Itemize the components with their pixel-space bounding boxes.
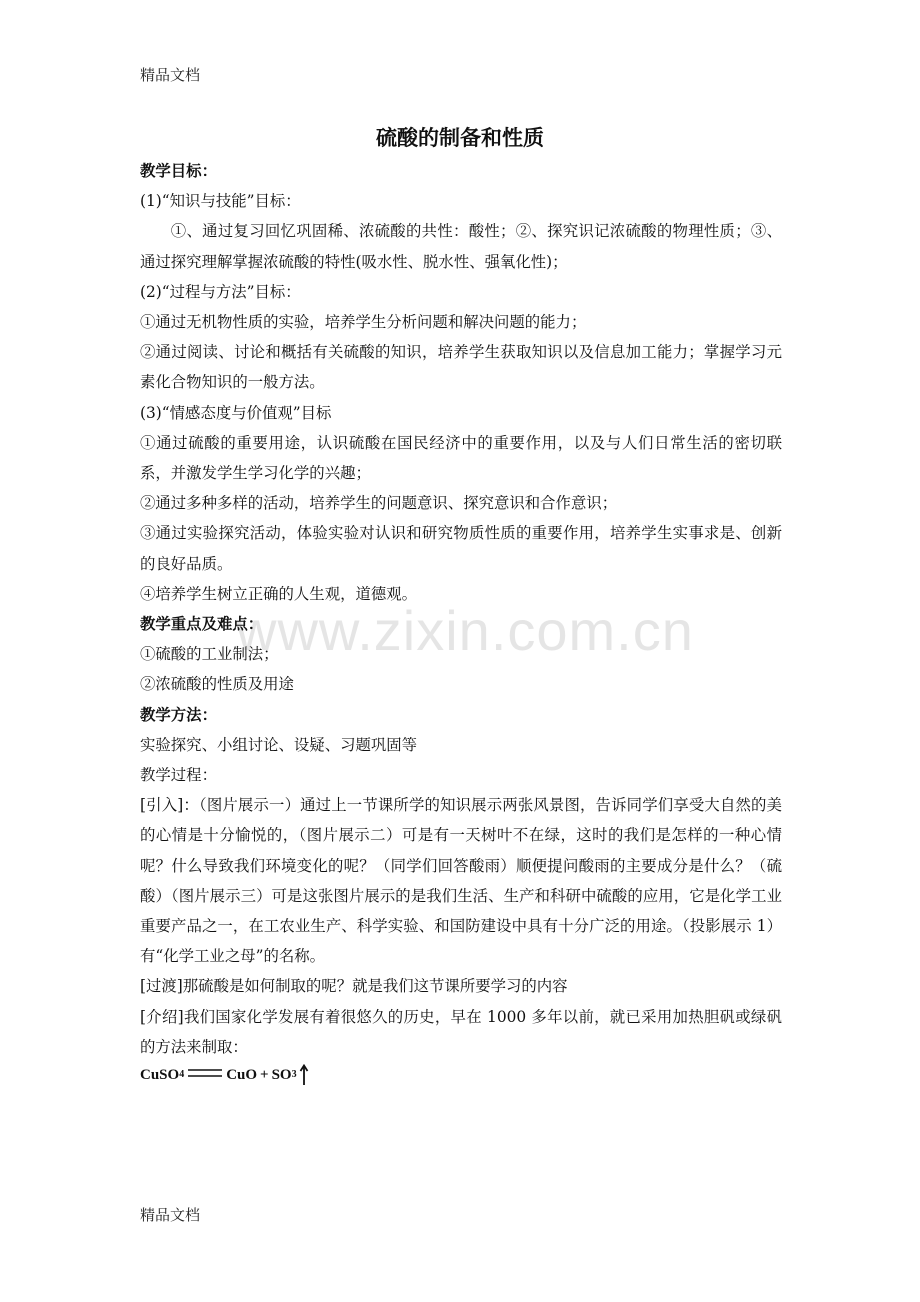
methods-text: 实验探究、小组讨论、设疑、习题巩固等 <box>140 735 418 754</box>
equation-product-2-subscript: 3 <box>291 1069 297 1081</box>
equation-product-1: CuO <box>226 1067 258 1084</box>
objective-1-body: ①、通过复习回忆巩固稀、浓硫酸的共性：酸性；②、探究识记浓硫酸的物理性质；③、通过探究理解掌握浓硫酸的特性(吸水性、脱水性、强氧化性)； <box>140 222 782 271</box>
equation-plus: + <box>260 1067 269 1084</box>
equation-reactant-subscript: 4 <box>179 1069 185 1081</box>
gas-up-arrow-icon <box>299 1064 309 1086</box>
document-title: 硫酸的制备和性质 <box>376 126 544 150</box>
objective-1-title: (1)“知识与技能”目标： <box>140 192 301 211</box>
objective-2-item: ②通过阅读、讨论和概括有关硫酸的知识，培养学生获取知识以及信息加工能力；掌握学习元素化合物知识的一般方法。 <box>140 343 782 392</box>
objective-3-item: ②通过多种多样的活动，培养学生的问题意识、探究意识和合作意识； <box>140 494 618 513</box>
objective-3-item: ③通过实验探究活动，体验实验对认识和研究物质性质的重要作用，培养学生实事求是、创新的良好品质。 <box>140 524 782 573</box>
chemical-equation <box>140 1062 782 1088</box>
document-body <box>140 156 782 1088</box>
process-introduction: [介绍]我们国家化学发展有着很悠久的历史，早在 1000 多年以前，就已采用加热胆矾或绿矾的方法来制取： <box>140 1007 782 1056</box>
equation-reactant: CuSO <box>140 1067 180 1084</box>
process-transition: [过渡]那硫酸是如何制取的呢？就是我们这节课所要学习的内容 <box>140 977 568 996</box>
objective-3-item: ④培养学生树立正确的人生观，道德观。 <box>140 584 418 603</box>
key-point-item: ①硫酸的工业制法； <box>140 645 279 664</box>
key-point-item: ②浓硫酸的性质及用途 <box>140 675 294 694</box>
process-intro: [引入]：（图片展示一）通过上一节课所学的知识展示两张风景图，告诉同学们享受大自然的美的心情是十分愉悦的，（图片展示二）可是有一天树叶不在绿，这时的我们是怎样的一种心情呢？什么导致我们环境变化的呢？（同学们回答酸雨）顺便提问酸雨的主要成分是什么？（硫酸）（图片展示三）可是这张图片展示的是我们生活、生产和科研中硫酸的应用，它是化学工业重要产品之一，在工农业生产、科学实验、和国防建设中具有十分广泛的用途。（投影展示 1）有“化学工业之母”的名称。 <box>140 796 782 966</box>
process-heading: 教学过程： <box>140 766 217 785</box>
page-header: 精品文档 <box>140 66 201 84</box>
page-footer: 精品文档 <box>140 1206 201 1224</box>
equation-product-2: SO <box>271 1067 292 1084</box>
key-points-heading: 教学重点及难点： <box>140 615 264 634</box>
methods-heading: 教学方法： <box>140 705 217 724</box>
objective-2-item: ①通过无机物性质的实验，培养学生分析问题和解决问题的能力； <box>140 313 587 332</box>
objectives-heading: 教学目标： <box>140 162 217 180</box>
objective-3-title: (3)“情感态度与价值观”目标 <box>140 403 332 422</box>
watermark: www.zixin.com.cn <box>236 599 694 662</box>
objective-2-title: (2)“过程与方法”目标： <box>140 282 301 301</box>
objective-3-item: ①通过硫酸的重要用途，认识硫酸在国民经济中的重要作用，以及与人们日常生活的密切联系，并激发学生学习化学的兴趣； <box>140 433 782 483</box>
equals-sign-icon <box>188 1068 222 1078</box>
